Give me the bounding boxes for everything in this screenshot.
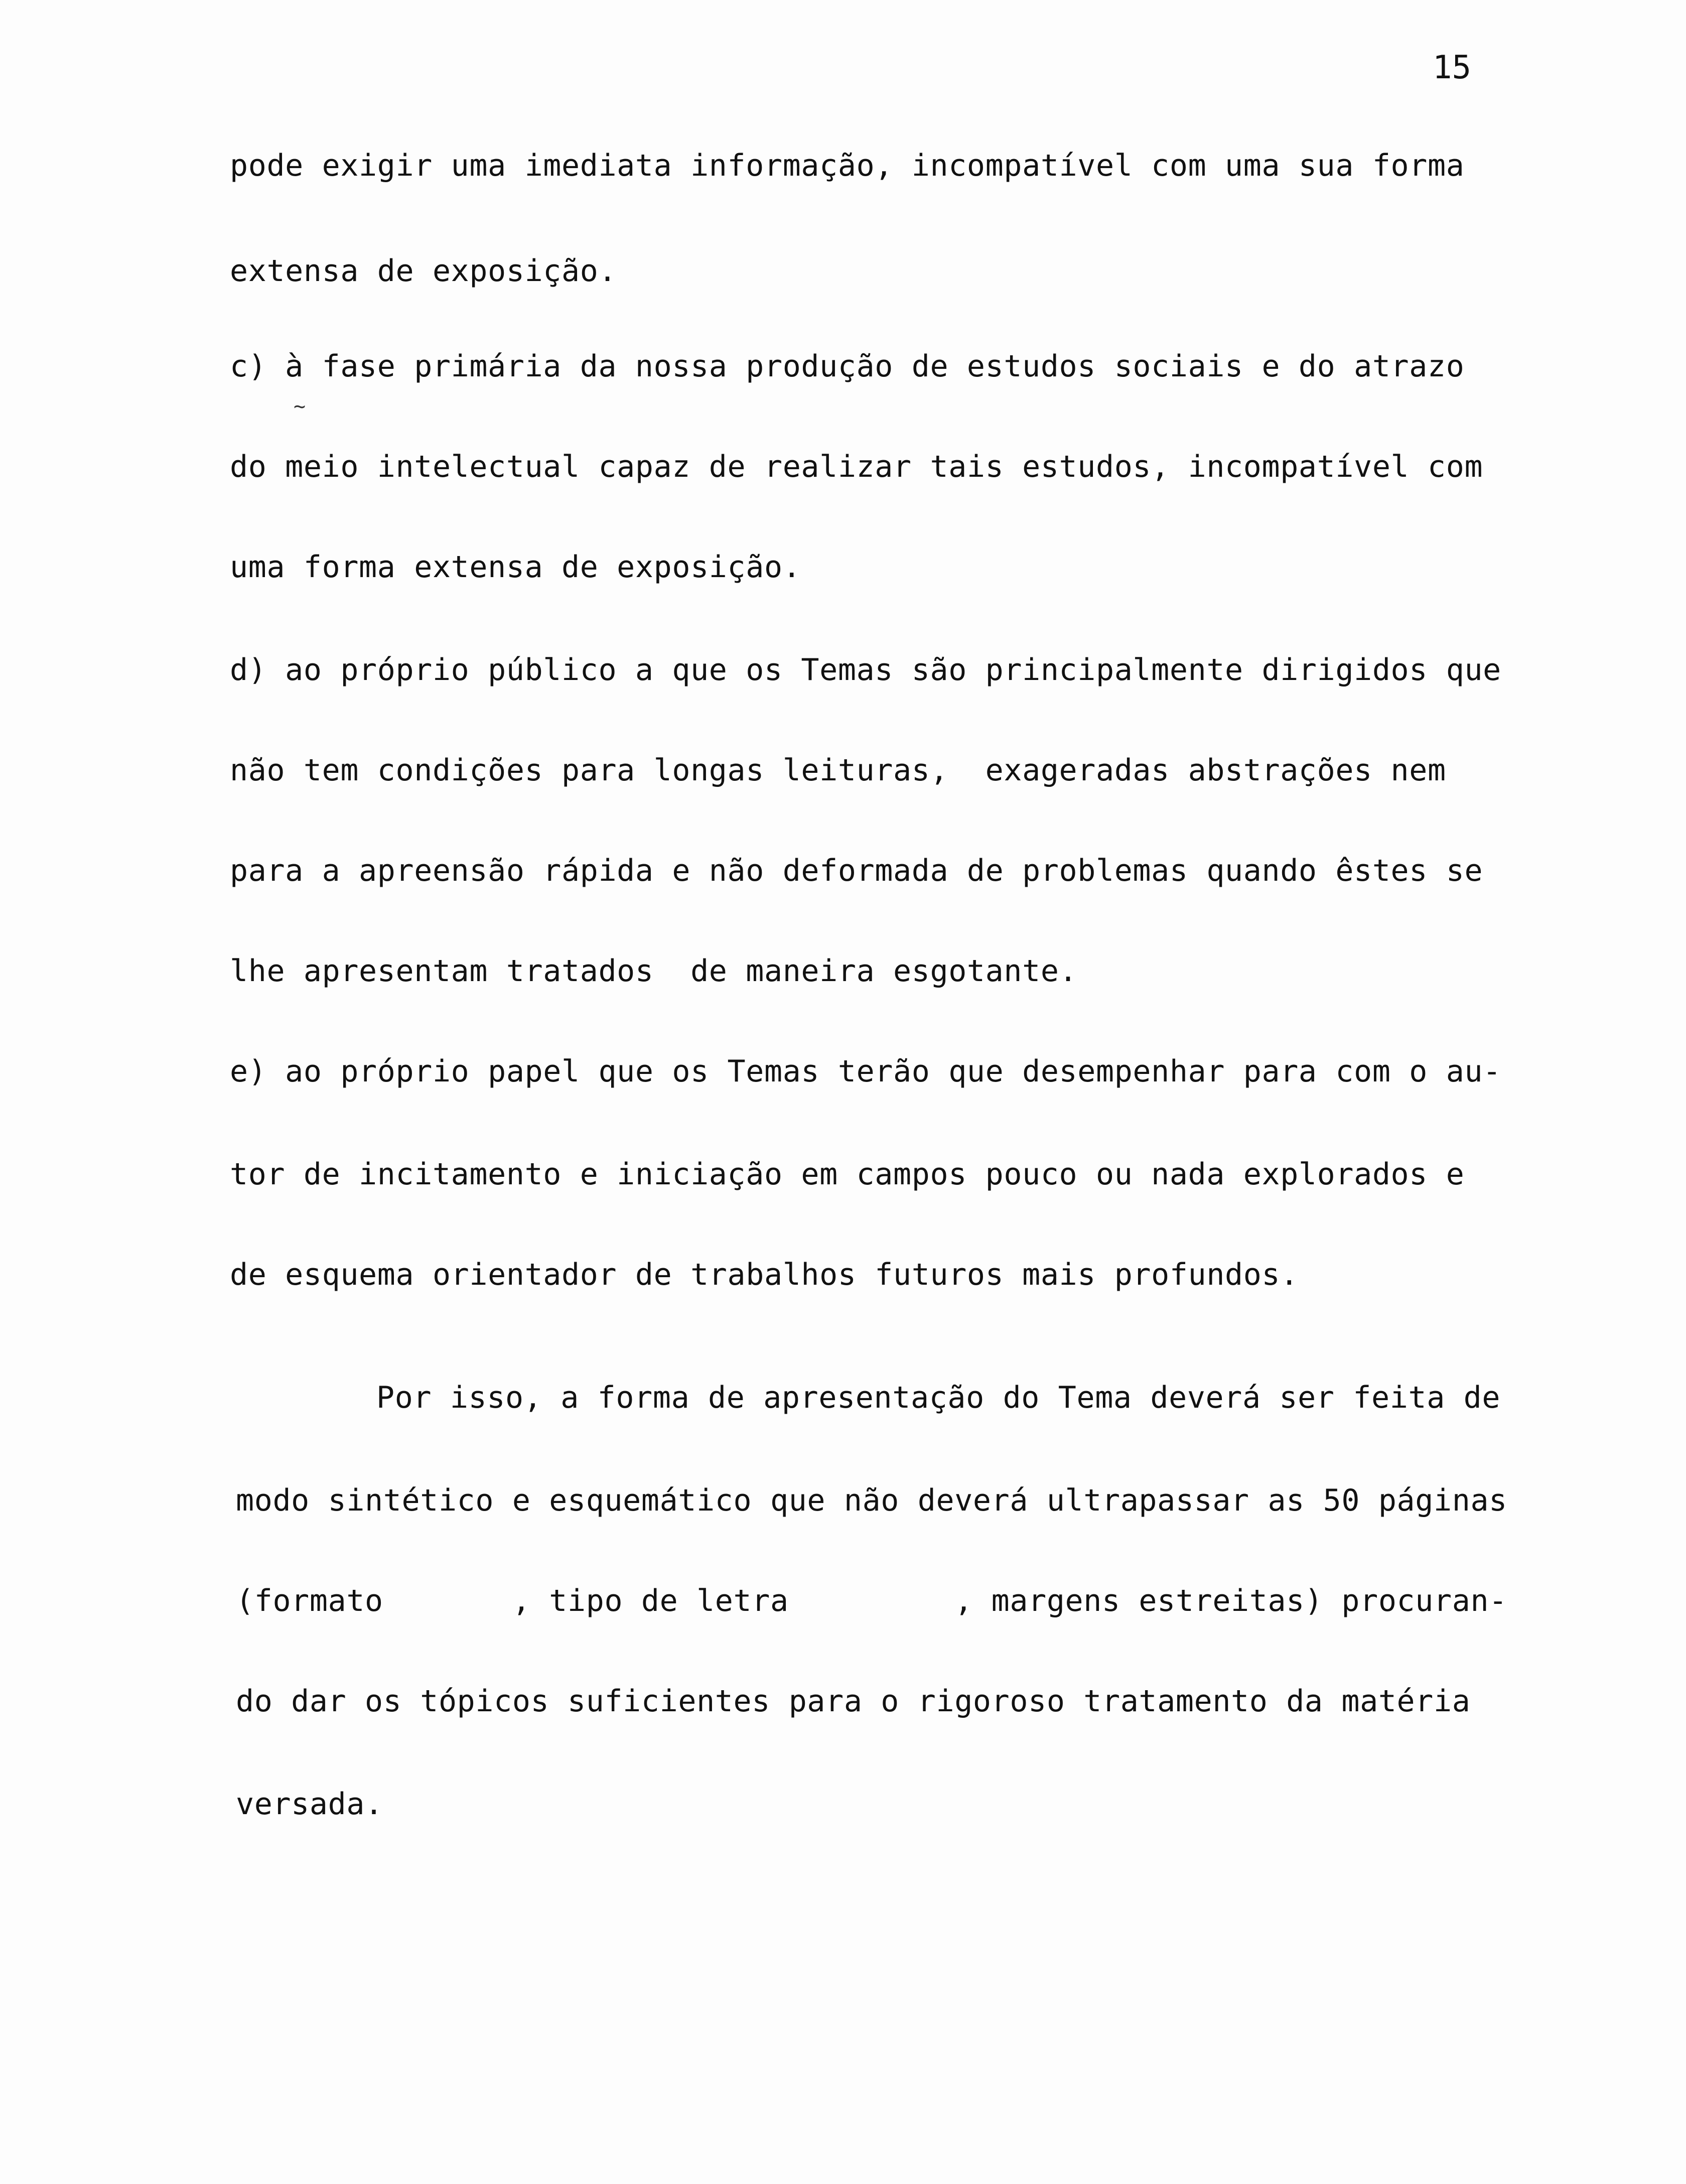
text-line: lhe apresentam tratados de maneira esgotante. <box>230 953 1078 989</box>
text-line: para a apreensão rápida e não deformada de problemas quando êstes se <box>230 853 1483 888</box>
text-line: uma forma extensa de exposição. <box>230 550 801 585</box>
text-line: tor de incitamento e iniciação em campos pouco ou nada explorados e <box>230 1157 1465 1192</box>
stray-tilde-mark: ~ <box>294 395 306 418</box>
text-line: versada. <box>236 1787 383 1822</box>
text-line: e) ao próprio papel que os Temas terão que desempenhar para com o au- <box>230 1054 1501 1089</box>
text-line: extensa de exposição. <box>230 253 617 289</box>
text-line: não tem condições para longas leituras, exageradas abstrações nem <box>230 753 1446 788</box>
text-line: (formato , tipo de letra , margens estreitas) procuran- <box>236 1583 1507 1618</box>
text-line: de esquema orientador de trabalhos futuros mais profundos. <box>230 1257 1299 1292</box>
text-line: c) à fase primária da nossa produção de estudos sociais e do atrazo <box>230 349 1465 384</box>
page-number: 15 <box>1433 49 1472 86</box>
text-line: modo sintético e esquemático que não deverá ultrapassar as 50 páginas <box>236 1483 1507 1518</box>
text-line: do dar os tópicos suficientes para o rigoroso tratamento da matéria <box>236 1684 1471 1719</box>
paragraph-first-line: Por isso, a forma de apresentação do Tema deverá ser feita de <box>376 1380 1501 1415</box>
text-line: d) ao próprio público a que os Temas são principalmente dirigidos que <box>230 652 1501 688</box>
text-line: pode exigir uma imediata informação, incompatível com uma sua forma <box>230 148 1465 183</box>
text-line: do meio intelectual capaz de realizar tais estudos, incompatível com <box>230 449 1483 484</box>
